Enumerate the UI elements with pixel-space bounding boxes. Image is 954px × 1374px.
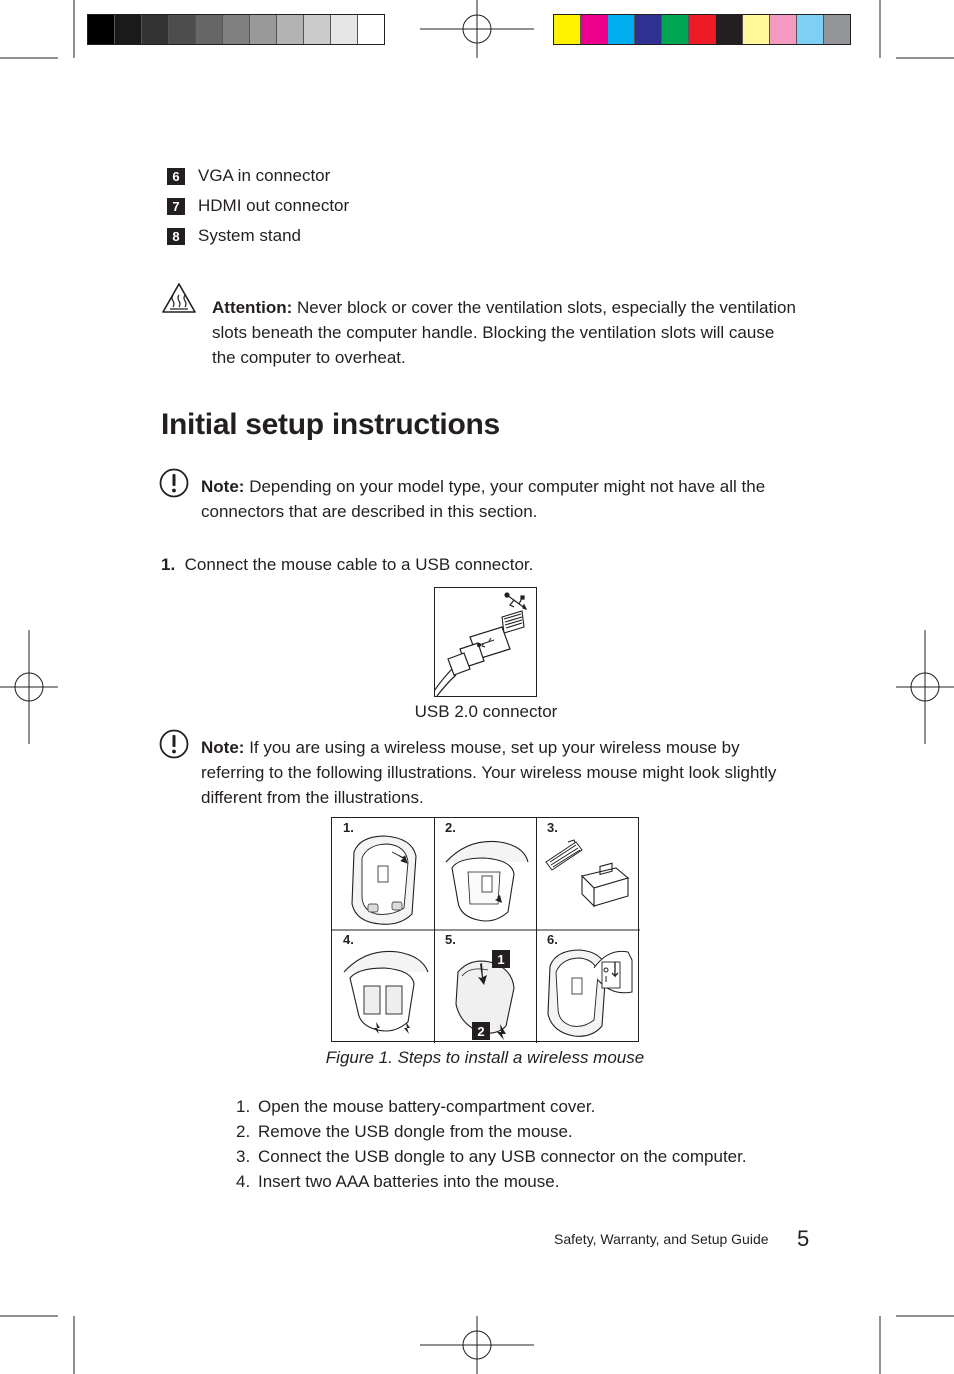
- figure-step-2: [434, 818, 536, 930]
- color-swatch: [142, 15, 169, 44]
- color-swatch: [115, 15, 142, 44]
- mouse-bottom-icon: [340, 832, 430, 928]
- attention-text: [212, 295, 802, 370]
- list-text: Insert two AAA batteries into the mouse.: [258, 1172, 560, 1191]
- attention-body: Never block or cover the ventilation slots, especially the ventilation slots beneath the computer handle. Blocking the ventilation slots will cause the computer to overheat.: [212, 298, 796, 367]
- footer-title: Safety, Warranty, and Setup Guide: [554, 1231, 769, 1247]
- legend-label: System stand: [198, 226, 301, 245]
- color-swatch: [223, 15, 250, 44]
- list-item: [236, 1094, 747, 1119]
- legend-item: [167, 196, 349, 216]
- color-swatch: [797, 15, 824, 44]
- legend-item: [167, 166, 330, 186]
- list-number: 4.: [236, 1172, 251, 1191]
- color-swatch: [743, 15, 770, 44]
- page-number: 5: [797, 1226, 810, 1251]
- legend-label: VGA in connector: [198, 166, 331, 185]
- list-item: [236, 1144, 747, 1169]
- attention-label: Attention:: [212, 298, 293, 317]
- color-swatch: [88, 15, 115, 44]
- figure-step-1: [332, 818, 434, 930]
- step-number: 1.: [161, 555, 176, 574]
- wireless-mouse-figure: [331, 817, 639, 1042]
- figure-step-number: 4.: [343, 932, 354, 947]
- color-swatch: [169, 15, 196, 44]
- list-number: 3.: [236, 1147, 251, 1166]
- note-text: [201, 474, 801, 524]
- list-number: 1.: [236, 1097, 251, 1116]
- mouse-open-icon: [438, 832, 534, 928]
- heat-warning-icon: [160, 281, 198, 315]
- power-switch-icon: [542, 944, 638, 1040]
- color-swatch: [304, 15, 331, 44]
- note-icon: [158, 728, 190, 760]
- legend-item: [167, 226, 301, 246]
- legend-label: HDMI out connector: [198, 196, 350, 215]
- process-color-bar: [553, 14, 851, 45]
- color-swatch: [770, 15, 797, 44]
- figure-caption: Figure 1. Steps to install a wireless mouse: [325, 1048, 645, 1067]
- figure-step-number: 2.: [445, 820, 456, 835]
- color-swatch: [662, 15, 689, 44]
- step-badge: 1: [492, 950, 510, 968]
- section-heading: Initial setup instructions: [161, 408, 500, 441]
- list-item: [236, 1119, 747, 1144]
- note-label: Note:: [201, 738, 245, 757]
- figure-step-number: 6.: [547, 932, 558, 947]
- note-body: If you are using a wireless mouse, set up your wireless mouse by referring to the following illustrations. Your wireless mouse might look slightly different from the illustrations.: [201, 738, 777, 807]
- callout-number: 7: [167, 198, 185, 215]
- color-swatch: [554, 15, 581, 44]
- figure-step-number: 5.: [445, 932, 456, 947]
- color-swatch: [581, 15, 608, 44]
- note-label: Note:: [201, 477, 245, 496]
- color-swatch: [635, 15, 662, 44]
- color-swatch: [824, 15, 850, 44]
- color-swatch: [331, 15, 358, 44]
- color-swatch: [689, 15, 716, 44]
- note-icon: [158, 467, 190, 499]
- color-swatch: [716, 15, 743, 44]
- list-text: Remove the USB dongle from the mouse.: [258, 1122, 573, 1141]
- color-swatch: [277, 15, 304, 44]
- note-body: Depending on your model type, your computer might not have all the connectors that are described in this section.: [201, 477, 766, 521]
- step-text: Connect the mouse cable to a USB connector.: [184, 555, 534, 574]
- list-number: 2.: [236, 1122, 251, 1141]
- callout-number: 8: [167, 228, 185, 245]
- figure-step-number: 1.: [343, 820, 354, 835]
- setup-steps-list: [236, 1094, 747, 1194]
- figure-step-3: [536, 818, 638, 930]
- note-text: [201, 735, 801, 810]
- list-item: [236, 1169, 747, 1194]
- usb-caption: USB 2.0 connector: [414, 702, 558, 721]
- figure-step-number: 3.: [547, 820, 558, 835]
- figure-step-4: [332, 930, 434, 1042]
- color-swatch: [358, 15, 384, 44]
- figure-step-5: [434, 930, 536, 1042]
- grayscale-color-bar: [87, 14, 385, 45]
- battery-insert-icon: [338, 944, 432, 1040]
- figure-step-6: [536, 930, 638, 1042]
- usb-connector-illustration: [434, 587, 537, 697]
- usb-dongle-icon: [542, 832, 638, 928]
- color-swatch: [196, 15, 223, 44]
- color-swatch: [608, 15, 635, 44]
- list-text: Connect the USB dongle to any USB connector on the computer.: [258, 1147, 747, 1166]
- step-badge: 2: [472, 1022, 490, 1040]
- step-1: [161, 552, 533, 577]
- callout-number: 6: [167, 168, 185, 185]
- color-swatch: [250, 15, 277, 44]
- list-text: Open the mouse battery-compartment cover.: [258, 1097, 596, 1116]
